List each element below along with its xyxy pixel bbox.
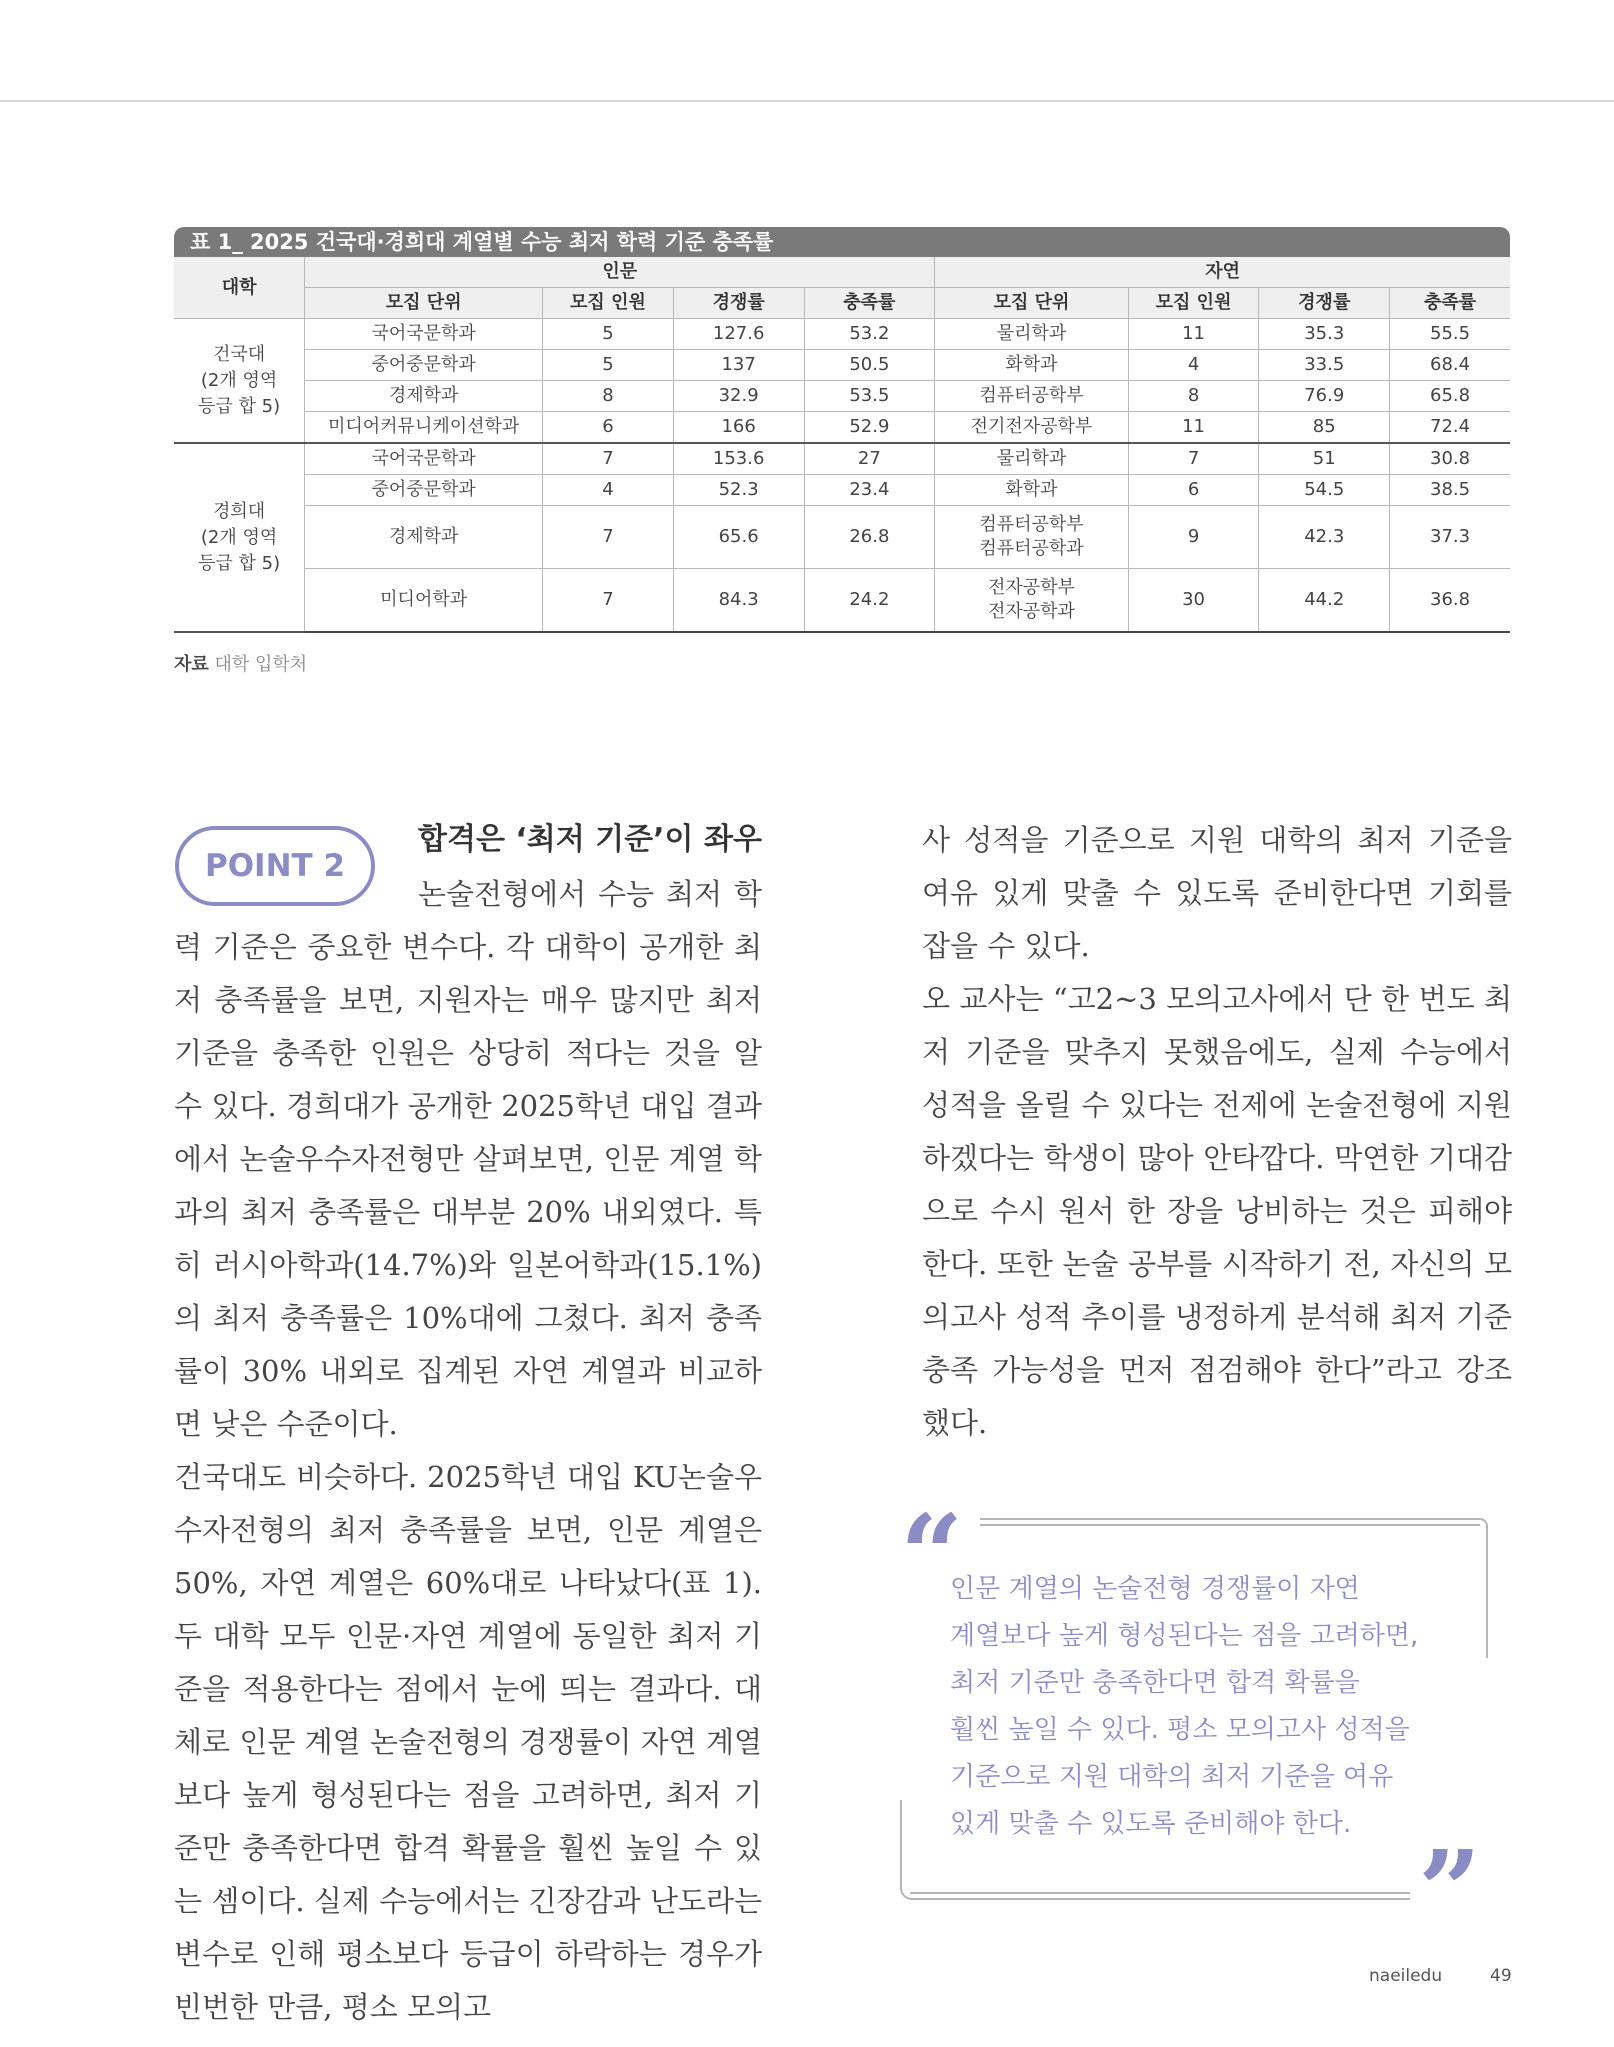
cell: 55.5	[1390, 319, 1510, 350]
paragraph: 건국대도 비슷하다. 2025학년 대입 KU논술우수자전형의 최저 충족률을 보면, 인문 계열은 50%, 자연 계열은 60%대로 나타났다(표 1). 두 대학 모두 인문·자연 계열에 동일한 최저 기준을 적용한다는 점에서 눈에 띄는 결과다. 대체로 인문 계열 논술전형의 경쟁률이 자연 계열보다 높게 형성된다는 점을 고려하면, 최저 기준만 충족한다면 합격 확률을 훨씬 높일 수 있는 셈이다. 실제 수능에서는 긴장감과 난도라는 변수로 인해 평소보다 등급이 하락하는 경우가 빈번한 만큼, 평소 모의고	[174, 1460, 762, 2024]
table-row	[174, 475, 1510, 506]
cell: 화학과	[935, 475, 1128, 506]
results-table	[174, 257, 1510, 633]
header-col: 모집 인원	[543, 288, 674, 319]
cell: 물리학과	[935, 319, 1128, 350]
cell: 8	[1128, 381, 1259, 412]
cell: 137	[673, 350, 804, 381]
cell: 32.9	[673, 381, 804, 412]
cell: 38.5	[1390, 475, 1510, 506]
cell: 5	[543, 319, 674, 350]
cell: 53.2	[804, 319, 935, 350]
header-col: 모집 단위	[305, 288, 543, 319]
cell: 전기전자공학부	[935, 412, 1128, 444]
header-humanities: 인문	[305, 257, 935, 288]
cell: 85	[1259, 412, 1390, 444]
header-col: 경쟁률	[673, 288, 804, 319]
table-row	[174, 350, 1510, 381]
cell: 11	[1128, 319, 1259, 350]
quote-text	[950, 1566, 1470, 1848]
cell: 미디어학과	[305, 569, 543, 633]
close-quote-icon: ”	[1418, 1826, 1482, 1955]
cell: 26.8	[804, 506, 935, 569]
cell: 68.4	[1390, 350, 1510, 381]
cell: 6	[1128, 475, 1259, 506]
paragraph: 사 성적을 기준으로 지원 대학의 최저 기준을 여유 있게 맞출 수 있도록 준비한다면 기회를 잡을 수 있다.	[922, 823, 1512, 963]
cell: 4	[543, 475, 674, 506]
cell: 36.8	[1390, 569, 1510, 633]
quote-frame-right	[1480, 1518, 1488, 1658]
quote-line: 계열보다 높게 형성된다는 점을 고려하면,	[950, 1621, 1419, 1651]
cell: 30	[1128, 569, 1259, 633]
cell: 52.3	[673, 475, 804, 506]
cell: 127.6	[673, 319, 804, 350]
paragraph: 논술전형에서 수능 최저 학력 기준은 중요한 변수다. 각 대학이 공개한 최저 충족률을 보면, 지원자는 매우 많지만 최저 기준을 충족한 인원은 상당히 적다는 것을 알 수 있다. 경희대가 공개한 2025학년 대입 결과에서 논술우수자전형만 살펴보면, 인문 계열 학과의 최저 충족률은 대부분 20% 내외였다. 특히 러시아학과(14.7%)와 일본어학과(15.1%)의 최저 충족률은 10%대에 그쳤다. 최저 충족률이 30% 내외로 집계된 자연 계열과 비교하면 낮은 수준이다.	[174, 877, 762, 1441]
table-source	[174, 650, 307, 676]
cell: 23.4	[804, 475, 935, 506]
quote-frame-bottom	[910, 1892, 1410, 1900]
cell: 5	[543, 350, 674, 381]
source-label: 자료	[174, 654, 209, 675]
cell: 54.5	[1259, 475, 1390, 506]
quote-frame-left	[900, 1800, 912, 1900]
cell: 76.9	[1259, 381, 1390, 412]
cell: 8	[543, 381, 674, 412]
cell: 컴퓨터공학부 컴퓨터공학과	[935, 506, 1128, 569]
cell: 6	[543, 412, 674, 444]
cell: 33.5	[1259, 350, 1390, 381]
pull-quote	[900, 1490, 1500, 1955]
cell: 65.6	[673, 506, 804, 569]
table-row	[174, 569, 1510, 633]
cell: 국어국문학과	[305, 319, 543, 350]
cell: 11	[1128, 412, 1259, 444]
cell: 7	[543, 569, 674, 633]
table-row	[174, 381, 1510, 412]
cell: 30.8	[1390, 443, 1510, 475]
cell: 153.6	[673, 443, 804, 475]
cell: 4	[1128, 350, 1259, 381]
cell: 50.5	[804, 350, 935, 381]
cell: 44.2	[1259, 569, 1390, 633]
cell: 42.3	[1259, 506, 1390, 569]
top-divider	[0, 100, 1614, 102]
header-science: 자연	[935, 257, 1510, 288]
quote-frame-top	[980, 1518, 1480, 1526]
cell: 경제학과	[305, 381, 543, 412]
cell: 72.4	[1390, 412, 1510, 444]
cell: 미디어커뮤니케이션학과	[305, 412, 543, 444]
cell: 84.3	[673, 569, 804, 633]
footer-brand: naeiledu	[1369, 1966, 1443, 1986]
point-badge: POINT 2	[175, 826, 375, 906]
header-col: 충족률	[1390, 288, 1510, 319]
section-headline: 합격은 ‘최저 기준’이 좌우	[418, 822, 762, 857]
cell: 전자공학부 전자공학과	[935, 569, 1128, 633]
cell: 경제학과	[305, 506, 543, 569]
header-univ: 대학	[174, 257, 305, 319]
table-row	[174, 506, 1510, 569]
cell: 7	[1128, 443, 1259, 475]
cell: 27	[804, 443, 935, 475]
cell: 7	[543, 506, 674, 569]
header-col: 모집 인원	[1128, 288, 1259, 319]
cell: 65.8	[1390, 381, 1510, 412]
quote-line: 훨씬 높일 수 있다. 평소 모의고사 성적을	[950, 1715, 1410, 1745]
page-number: 49	[1490, 1966, 1512, 1986]
right-column	[922, 814, 1512, 1450]
header-col: 경쟁률	[1259, 288, 1390, 319]
header-col: 모집 단위	[935, 288, 1128, 319]
cell: 중어중문학과	[305, 475, 543, 506]
cell: 7	[543, 443, 674, 475]
univ-cell: 경희대 (2개 영역 등급 합 5)	[174, 443, 305, 632]
cell: 52.9	[804, 412, 935, 444]
cell: 화학과	[935, 350, 1128, 381]
quote-line: 인문 계열의 논술전형 경쟁률이 자연	[950, 1574, 1360, 1604]
left-column	[174, 868, 762, 2034]
cell: 51	[1259, 443, 1390, 475]
paragraph: 오 교사는 “고2~3 모의고사에서 단 한 번도 최저 기준을 맞추지 못했음에도, 실제 수능에서 성적을 올릴 수 있다는 전제에 논술전형에 지원하겠다는 학생이 많아 안타깝다. 막연한 기대감으로 수시 원서 한 장을 낭비하는 것은 피해야 한다. 또한 논술 공부를 시작하기 전, 자신의 모의고사 성적 추이를 냉정하게 분석해 최저 기준 충족 가능성을 먼저 점검해야 한다”라고 강조했다.	[922, 982, 1512, 1440]
cell: 37.3	[1390, 506, 1510, 569]
quote-line: 있게 맞출 수 있도록 준비해야 한다.	[950, 1809, 1352, 1839]
open-quote-icon: “	[900, 1490, 964, 1619]
quote-line: 기준으로 지원 대학의 최저 기준을 여유	[950, 1762, 1394, 1792]
cell: 컴퓨터공학부	[935, 381, 1128, 412]
cell: 9	[1128, 506, 1259, 569]
cell: 물리학과	[935, 443, 1128, 475]
cell: 35.3	[1259, 319, 1390, 350]
univ-cell: 건국대 (2개 영역 등급 합 5)	[174, 319, 305, 444]
cell: 53.5	[804, 381, 935, 412]
source-text: 대학 입학처	[214, 654, 308, 675]
cell: 166	[673, 412, 804, 444]
quote-line: 최저 기준만 충족한다면 합격 확률을	[950, 1668, 1360, 1698]
cell: 중어중문학과	[305, 350, 543, 381]
cell: 국어국문학과	[305, 443, 543, 475]
header-col: 충족률	[804, 288, 935, 319]
table-row	[174, 443, 1510, 475]
table-row	[174, 319, 1510, 350]
table-caption: 표 1_ 2025 건국대·경희대 계열별 수능 최저 학력 기준 충족률	[174, 227, 1510, 257]
cell: 24.2	[804, 569, 935, 633]
table-row	[174, 412, 1510, 444]
